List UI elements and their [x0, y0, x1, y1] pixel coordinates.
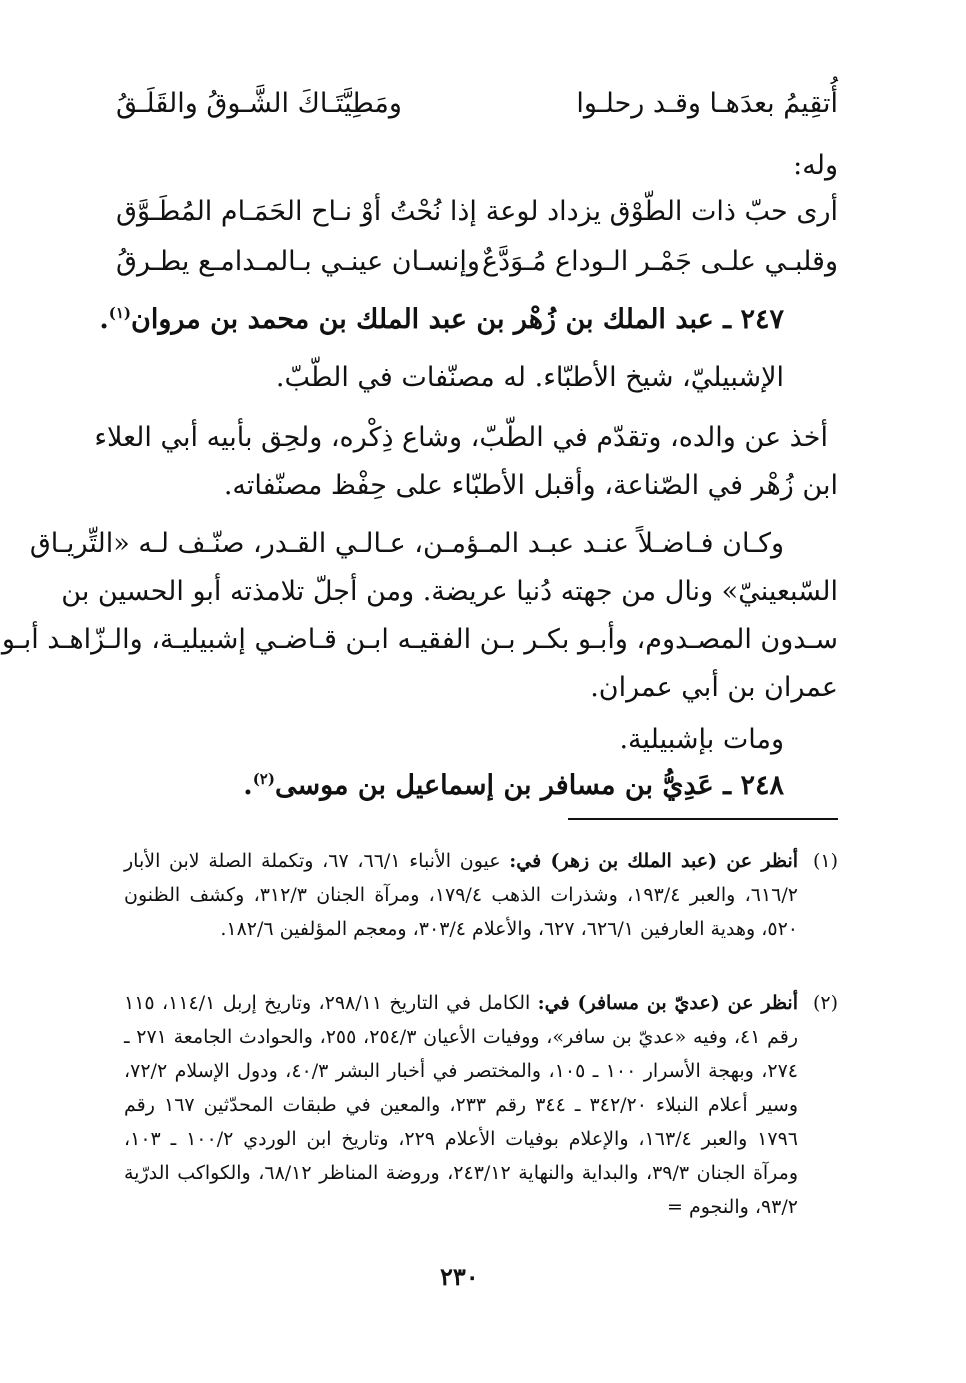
footnote-ref[interactable]: (١) — [108, 304, 131, 322]
heading-text: ٢٤٧ ـ عبد الملك بن زُهْر بن عبد الملك بن محمد بن مروان — [131, 304, 784, 335]
paragraph-line: عمران بن أبي عمران. — [590, 672, 838, 703]
verse-hemistich-first: أُتقِيمُ بعدَهـا وقـد رحلـوا — [576, 88, 838, 119]
footnote-text: الكامل في التاريخ ٢٩٨/١١، وتاريخ إربل ١١٤/١، ١١٥ رقم ٤١، وفيه «عديّ بن سافر»، ووفيات الأعيان ٢٥٤/٣، ٢٥٥، والحوادث الجامعة ٢٧١ ـ ٢٧٤، وبهجة الأسرار ١٠٠ ـ ١٠٥، والمختصر في أخبار البشر ٤٠/٣، ودول الإسلام ٧٢/٢، وسير أعلام النبلاء ٣٤٢/٢٠ ـ ٣٤٤ رقم ٢٣٣، والمعين في طبقات المحدّثين ١٦٧ رقم ١٧٩٦ والعبر ١٦٣/٤، والإعلام بوفيات الأعلام ٢٢٩، وتاريخ ابن الوردي ١٠٠/٢ ـ ١٠٣، ومرآة الجنان ٣٩/٣، والبداية والنهاية ٢٤٣/١٢، وروضة المناظر ٦٨/١٢، والكواكب الدرّية ٩٣/٢، والنجوم = — [124, 992, 799, 1218]
verse-hemistich-second: ومَطِيَّتَـاكَ الشَّـوقُ والقَلَـقُ — [116, 88, 402, 119]
heading-end: . — [99, 304, 109, 335]
paragraph-line: ابن زُهْر في الصّناعة، وأقبل الأطبّاء على حِفْظ مصنّفاته. — [223, 470, 838, 501]
paragraph-line: سـدون المصـدوم، وأبـو بكـر بـن الفقيـه ابـن قـاضـي إشبيليـة، والـزّاهـد أبـو — [1, 624, 838, 655]
page-number: ٢٣٠ — [440, 1262, 479, 1291]
paragraph: ومات بإشبيلية. — [619, 724, 784, 755]
verse-hemistich-second: إذا نُحْتُ أوْ نـاح الحَمَـام المُطَـوَّق — [116, 196, 477, 227]
verse-hemistich-second: وإنسـان عينـي بـالمـدامـع يطـرقُ — [116, 246, 480, 277]
footnote-ref[interactable]: (٢) — [252, 770, 275, 788]
entry-heading-247 — [99, 304, 784, 336]
footnote — [124, 986, 838, 1224]
footnote-body — [124, 844, 798, 946]
footnote-label: أنظر عن (عبد الملك بن زهر) في: — [509, 850, 799, 872]
heading-end: . — [243, 770, 253, 801]
verse-hemistich-first: أرى حبّ ذات الطّوْق يزداد لوعة — [485, 196, 838, 227]
footnote-number: (٢) — [812, 992, 838, 1014]
verse-label: وله: — [793, 150, 838, 181]
footnote-text: عيون الأنباء ٦٦/١، ٦٧، وتكملة الصلة لابن الأبار ٦١٦/٢، والعبر ١٩٣/٤، وشذرات الذهب ١٧٩/٤، ومرآة الجنان ٣١٢/٣، وكشف الظنون ٥٢٠، وهدية العارفين ٦٢٦/١، ٦٢٧، والأعلام ٣٠٣/٤، ومعجم المؤلفين ١٨٢/٦. — [124, 850, 798, 940]
paragraph: الإشبيليّ، شيخ الأطبّاء. له مصنّفات في الطّبّ. — [275, 362, 784, 393]
verse-line — [116, 246, 838, 286]
footnote-body — [124, 986, 798, 1224]
footnote-separator — [568, 818, 838, 820]
heading-text: ٢٤٨ ـ عَدِيُّ بن مسافر بن إسماعيل بن موسى — [274, 770, 784, 801]
paragraph-line: وكـان فـاضـلاً عنـد عبـد المـؤمـن، عـالـي القـدر، صنّـف لـه «التِّريـاق — [29, 528, 784, 559]
paragraph-line: السّبعينيّ» ونال من جهته دُنيا عريضة. ومن أجلّ تلامذته أبو الحسين بن — [61, 576, 838, 607]
verse-line — [116, 88, 838, 128]
footnote-number: (١) — [812, 850, 838, 872]
verse-line — [116, 196, 838, 236]
footnote — [124, 844, 838, 946]
verse-hemistich-first: وقلبـي علـى جَمْـر الـوداع مُـوَدَّعٌ — [481, 246, 838, 277]
paragraph-line: أخذ عن والده، وتقدّم في الطّبّ، وشاع ذِكْره، ولحِق بأبيه أبي العلاء — [94, 422, 828, 453]
entry-heading-248 — [243, 770, 784, 802]
footnote-label: أنظر عن (عديّ بن مسافر) في: — [537, 992, 799, 1014]
